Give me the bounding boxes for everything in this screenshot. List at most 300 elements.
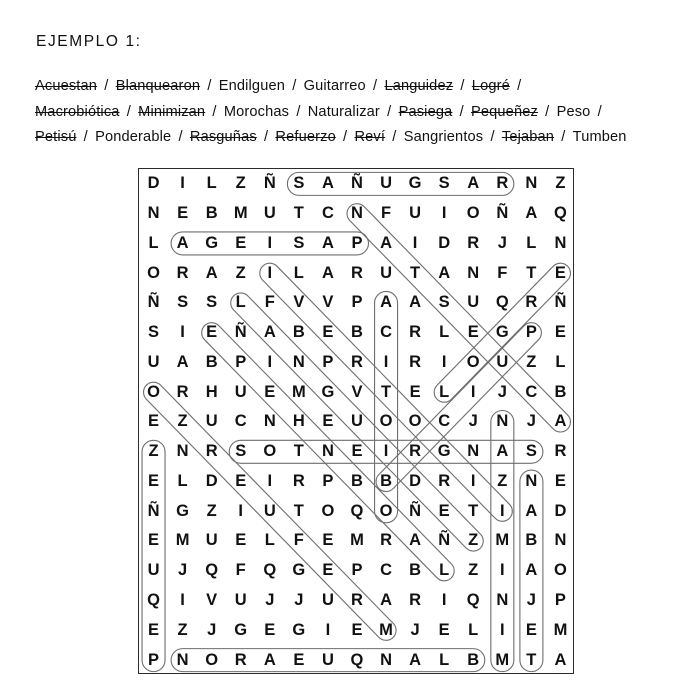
letter-cell[interactable]: Ñ	[147, 501, 160, 520]
letter-cell[interactable]: D	[438, 233, 451, 252]
letter-cell[interactable]: B	[525, 531, 538, 550]
letter-cell[interactable]: G	[234, 620, 248, 639]
letter-cell[interactable]: R	[205, 442, 218, 461]
letter-cell[interactable]: S	[148, 323, 160, 342]
letter-cell[interactable]: U	[205, 412, 218, 431]
letter-cell[interactable]: U	[263, 204, 276, 223]
letter-cell[interactable]: B	[380, 471, 392, 490]
letter-cell[interactable]: U	[380, 263, 392, 282]
letter-cell[interactable]: S	[525, 442, 537, 461]
letter-cell[interactable]: E	[148, 620, 160, 639]
letter-cell[interactable]: U	[496, 352, 509, 371]
letter-cell[interactable]: O	[408, 412, 422, 431]
letter-cell[interactable]: U	[205, 531, 218, 550]
letter-cell[interactable]: C	[380, 561, 392, 580]
letter-cell[interactable]: A	[438, 263, 451, 282]
letter-cell[interactable]: E	[322, 561, 334, 580]
letter-grid-row	[139, 437, 574, 467]
letter-cell[interactable]: E	[525, 620, 537, 639]
letter-cell[interactable]: J	[468, 412, 478, 431]
letter-cell[interactable]: L	[439, 323, 450, 342]
word-list-item[interactable]: Petisú	[35, 129, 77, 145]
letter-cell[interactable]: U	[147, 352, 160, 371]
letter-cell[interactable]: A	[321, 233, 334, 252]
letter-cell[interactable]: E	[554, 263, 566, 282]
letter-cell[interactable]: M	[350, 531, 364, 550]
letter-cell[interactable]: E	[438, 620, 450, 639]
letter-cell[interactable]: I	[412, 233, 418, 252]
letter-cell[interactable]: U	[467, 293, 480, 312]
letter-cell[interactable]: N	[321, 442, 334, 461]
letter-cell[interactable]: I	[441, 352, 447, 371]
letter-cell[interactable]: N	[351, 204, 363, 223]
word-list-item[interactable]: Tumben	[572, 129, 627, 145]
word-separator: /	[456, 78, 469, 94]
letter-cell[interactable]: A	[525, 204, 538, 223]
letter-cell[interactable]: T	[526, 263, 537, 282]
letter-cell[interactable]: Z	[468, 561, 479, 580]
word-list-item[interactable]: Guitarreo	[303, 78, 366, 94]
letter-cell[interactable]: F	[235, 561, 246, 580]
word-list-item[interactable]: Rasguñas	[189, 129, 257, 145]
letter-cell[interactable]: F	[264, 293, 275, 312]
word-list-item[interactable]: Morochas	[223, 103, 290, 120]
letter-cell[interactable]: E	[264, 382, 276, 401]
letter-cell[interactable]: E	[351, 442, 363, 461]
letter-cell[interactable]: N	[380, 650, 392, 669]
letter-cell[interactable]: A	[554, 412, 567, 431]
letter-cell[interactable]: N	[467, 442, 480, 461]
letter-cell[interactable]: A	[525, 561, 538, 580]
word-list-item[interactable]: Languidez	[384, 78, 454, 94]
word-list-item[interactable]: Acuestan	[35, 78, 98, 94]
letter-cell[interactable]: A	[263, 650, 276, 669]
letter-cell[interactable]: P	[525, 323, 537, 342]
letter-cell[interactable]: R	[525, 293, 538, 312]
letter-cell[interactable]: J	[526, 412, 536, 431]
letter-cell[interactable]: V	[322, 293, 334, 312]
letter-cell[interactable]: S	[235, 442, 247, 461]
letter-cell[interactable]: E	[235, 471, 247, 490]
word-list-item[interactable]: Sangrientos	[403, 129, 484, 145]
letter-cell[interactable]: G	[495, 323, 509, 342]
letter-cell[interactable]: L	[148, 233, 159, 252]
letter-cell[interactable]: E	[206, 323, 218, 342]
letter-cell[interactable]: R	[176, 263, 189, 282]
letter-cell[interactable]: I	[238, 501, 244, 520]
letter-cell[interactable]: E	[293, 650, 305, 669]
letter-cell[interactable]: P	[351, 233, 363, 252]
word-list-item[interactable]: Pequeñez	[471, 103, 538, 120]
letter-cell[interactable]: A	[321, 263, 334, 282]
letter-cell[interactable]: M	[291, 382, 306, 401]
letter-cell[interactable]: R	[409, 590, 422, 609]
letter-cell[interactable]: Ñ	[263, 174, 276, 193]
letter-cell[interactable]: Z	[468, 531, 479, 550]
letter-cell[interactable]: P	[322, 471, 334, 490]
letter-cell[interactable]: O	[263, 442, 277, 461]
letter-cell[interactable]: E	[322, 323, 334, 342]
letter-cell[interactable]: R	[351, 263, 363, 282]
letter-cell[interactable]: Ñ	[351, 174, 363, 193]
letter-cell[interactable]: N	[525, 174, 538, 193]
letter-cell[interactable]: E	[554, 323, 566, 342]
letter-cell[interactable]: Q	[495, 293, 509, 312]
letter-cell[interactable]: N	[147, 204, 160, 223]
letter-cell[interactable]: G	[321, 382, 335, 401]
letter-cell[interactable]: A	[176, 233, 189, 252]
letter-cell[interactable]: G	[292, 620, 306, 639]
word-list-item[interactable]: Minimizan	[138, 103, 206, 120]
letter-cell[interactable]: E	[235, 531, 247, 550]
letter-cell[interactable]: V	[206, 590, 218, 609]
letter-cell[interactable]: J	[265, 590, 275, 609]
letter-cell[interactable]: F	[380, 204, 392, 223]
word-separator: /	[208, 103, 221, 120]
letter-cell[interactable]: Z	[497, 471, 508, 490]
letter-cell[interactable]: B	[409, 561, 422, 580]
letter-cell[interactable]: J	[294, 590, 304, 609]
letter-cell[interactable]: J	[178, 561, 188, 580]
letter-cell[interactable]: L	[439, 382, 450, 401]
word-list-item[interactable]: Peso	[556, 103, 591, 120]
letter-cell[interactable]: R	[234, 650, 247, 669]
letter-cell[interactable]: Z	[235, 174, 246, 193]
letter-cell[interactable]: Z	[148, 442, 159, 461]
letter-cell[interactable]: Ñ	[496, 204, 509, 223]
letter-cell[interactable]: O	[554, 561, 567, 580]
letter-cell[interactable]: H	[292, 412, 305, 431]
letter-cell[interactable]: P	[351, 561, 363, 580]
letter-cell[interactable]: P	[235, 352, 247, 371]
word-list-item[interactable]: Endilguen	[218, 78, 286, 94]
letter-cell[interactable]: U	[234, 382, 247, 401]
letter-grid-row	[139, 377, 574, 407]
letter-cell[interactable]: J	[497, 233, 507, 252]
letter-cell[interactable]: Z	[177, 412, 188, 431]
letter-grid-row	[139, 258, 574, 288]
letter-cell[interactable]: P	[322, 352, 334, 371]
letter-cell[interactable]: N	[176, 442, 189, 461]
letter-cell[interactable]: Q	[554, 204, 567, 223]
word-list-item[interactable]: Reví	[354, 129, 386, 145]
letter-cell[interactable]: R	[409, 323, 422, 342]
letter-cell[interactable]: Z	[235, 263, 246, 282]
word-separator: /	[79, 129, 93, 145]
letter-cell[interactable]: S	[438, 293, 450, 312]
letter-cell[interactable]: D	[554, 501, 567, 520]
letter-cell[interactable]: S	[438, 174, 450, 193]
letter-cell[interactable]: E	[554, 471, 566, 490]
word-separator: /	[338, 129, 352, 145]
letter-cell[interactable]: I	[383, 352, 389, 371]
letter-cell[interactable]: L	[526, 233, 537, 252]
letter-cell[interactable]: R	[351, 590, 363, 609]
letter-cell[interactable]: T	[293, 501, 304, 520]
letter-cell[interactable]: T	[380, 382, 392, 401]
letter-cell[interactable]: C	[380, 323, 392, 342]
letter-cell[interactable]: P	[148, 650, 160, 669]
letter-cell[interactable]: C	[438, 412, 451, 431]
letter-cell[interactable]: I	[441, 590, 447, 609]
letter-cell[interactable]: A	[496, 442, 509, 461]
letter-cell[interactable]: Q	[350, 650, 364, 669]
letter-cell[interactable]: C	[525, 382, 538, 401]
letter-cell[interactable]: F	[293, 531, 304, 550]
letter-cell[interactable]: O	[205, 650, 219, 669]
letter-cell[interactable]: Q	[263, 561, 277, 580]
word-separator: /	[100, 78, 113, 94]
letter-cell[interactable]: C	[321, 204, 334, 223]
letter-cell[interactable]: E	[322, 531, 334, 550]
letter-cell[interactable]: Q	[466, 590, 480, 609]
letter-cell[interactable]: I	[470, 471, 476, 490]
word-list-line	[35, 125, 665, 151]
letter-cell[interactable]: T	[293, 204, 304, 223]
letter-cell[interactable]: I	[499, 620, 505, 639]
letter-cell[interactable]: I	[267, 352, 273, 371]
letter-cell[interactable]: Z	[555, 174, 566, 193]
letter-cell[interactable]: Z	[526, 352, 537, 371]
letter-cell[interactable]: U	[409, 204, 422, 223]
letter-cell[interactable]: N	[554, 531, 567, 550]
letter-cell[interactable]: F	[497, 263, 508, 282]
letter-cell[interactable]: N	[496, 590, 509, 609]
letter-cell[interactable]: M	[553, 620, 568, 639]
letter-cell[interactable]: R	[409, 442, 422, 461]
letter-cell[interactable]: I	[267, 233, 273, 252]
letter-cell[interactable]: M	[495, 531, 510, 550]
letter-cell[interactable]: M	[495, 650, 510, 669]
letter-cell[interactable]: M	[379, 620, 393, 639]
letter-cell[interactable]: Ñ	[409, 501, 422, 520]
letter-cell[interactable]: R	[554, 442, 567, 461]
letter-cell[interactable]: Q	[147, 590, 160, 609]
letter-cell[interactable]: B	[351, 471, 363, 490]
letter-grid-row	[139, 496, 574, 526]
letter-cell[interactable]: L	[468, 620, 479, 639]
letter-cell[interactable]: J	[410, 620, 420, 639]
letter-cell[interactable]: S	[293, 233, 305, 252]
letter-cell[interactable]: U	[321, 590, 334, 609]
word-list-item[interactable]: Logré	[471, 78, 510, 94]
letter-cell[interactable]: B	[351, 323, 363, 342]
letter-cell[interactable]: N	[292, 352, 305, 371]
letter-cell[interactable]: M	[233, 204, 248, 223]
letter-cell[interactable]: L	[177, 471, 188, 490]
letter-cell[interactable]: E	[351, 620, 363, 639]
letter-cell[interactable]: B	[205, 204, 218, 223]
letter-cell[interactable]: L	[439, 650, 450, 669]
letter-cell[interactable]: U	[380, 174, 392, 193]
letter-cell[interactable]: B	[205, 352, 218, 371]
letter-cell[interactable]: N	[554, 233, 567, 252]
letter-cell[interactable]: E	[148, 531, 160, 550]
letter-cell[interactable]: A	[467, 174, 480, 193]
letter-cell[interactable]: G	[176, 501, 190, 520]
letter-cell[interactable]: A	[380, 233, 392, 252]
letter-cell[interactable]: U	[351, 412, 363, 431]
letter-cell[interactable]: O	[466, 204, 480, 223]
word-list-item[interactable]: Blanquearon	[115, 78, 201, 94]
letter-cell[interactable]: Z	[177, 620, 188, 639]
letter-cell[interactable]: O	[147, 263, 160, 282]
letter-cell[interactable]: R	[496, 174, 509, 193]
letter-cell[interactable]: V	[351, 382, 363, 401]
letter-cell[interactable]: E	[467, 323, 479, 342]
letter-cell[interactable]: A	[176, 352, 189, 371]
letter-cell[interactable]: I	[470, 382, 476, 401]
letter-cell[interactable]: E	[177, 204, 189, 223]
letter-cell[interactable]: L	[206, 174, 217, 193]
letter-cell[interactable]: B	[554, 382, 567, 401]
letter-cell[interactable]: L	[439, 561, 450, 580]
letter-cell[interactable]: Ñ	[438, 531, 451, 550]
word-list-line	[35, 100, 665, 126]
letter-cell[interactable]: Ñ	[147, 293, 160, 312]
letter-cell[interactable]: A	[554, 650, 567, 669]
letter-cell[interactable]: E	[409, 382, 421, 401]
letter-cell[interactable]: I	[180, 590, 185, 609]
letter-cell[interactable]: I	[441, 204, 447, 223]
letter-grid-row	[139, 407, 574, 437]
word-list-item[interactable]: Refuerzo	[275, 129, 336, 145]
letter-cell[interactable]: D	[205, 471, 218, 490]
letter-cell[interactable]: R	[176, 382, 189, 401]
letter-cell[interactable]: H	[205, 382, 218, 401]
word-separator: /	[540, 103, 554, 120]
letter-cell[interactable]: T	[526, 650, 537, 669]
letter-cell[interactable]: R	[467, 233, 480, 252]
word-separator: /	[368, 78, 382, 94]
letter-cell[interactable]: S	[177, 293, 189, 312]
letter-cell[interactable]: T	[410, 263, 421, 282]
letter-cell[interactable]: A	[525, 501, 538, 520]
letter-cell[interactable]: R	[380, 531, 392, 550]
letter-cell[interactable]: U	[234, 590, 247, 609]
letter-cell[interactable]: L	[293, 263, 304, 282]
letter-cell[interactable]: N	[525, 471, 538, 490]
letter-grid-row	[139, 556, 574, 586]
letter-cell[interactable]: O	[147, 382, 160, 401]
letter-cell[interactable]: O	[379, 501, 393, 520]
word-list	[35, 74, 665, 151]
letter-cell[interactable]: U	[263, 501, 276, 520]
letter-cell[interactable]: E	[438, 501, 450, 520]
letter-cell[interactable]: E	[322, 412, 334, 431]
letter-cell[interactable]: B	[467, 650, 480, 669]
letter-cell[interactable]: L	[264, 531, 275, 550]
letter-cell[interactable]: Q	[205, 561, 219, 580]
letter-cell[interactable]: N	[176, 650, 189, 669]
letter-cell[interactable]: V	[293, 293, 305, 312]
letter-cell[interactable]: E	[235, 233, 247, 252]
letter-cell[interactable]: S	[293, 174, 305, 193]
letter-cell[interactable]: B	[292, 323, 305, 342]
word-list-item[interactable]: Macrobiótica	[35, 103, 120, 120]
letter-cell[interactable]: A	[380, 590, 392, 609]
letter-cell[interactable]: P	[554, 590, 566, 609]
word-list-item[interactable]: Tejaban	[501, 129, 555, 145]
letter-cell[interactable]: N	[467, 263, 480, 282]
letter-cell[interactable]: A	[380, 293, 392, 312]
letter-cell[interactable]: N	[263, 412, 276, 431]
letter-cell[interactable]: R	[292, 471, 305, 490]
letter-cell[interactable]: A	[409, 531, 422, 550]
letter-cell[interactable]: E	[148, 412, 160, 431]
letter-cell[interactable]: I	[267, 263, 273, 282]
letter-grid-row	[139, 526, 574, 556]
letter-cell[interactable]: G	[408, 174, 422, 193]
letter-cell[interactable]: I	[383, 442, 389, 461]
letter-cell[interactable]: L	[235, 293, 246, 312]
letter-cell[interactable]: I	[180, 174, 185, 193]
letter-cell[interactable]: I	[499, 561, 505, 580]
letter-cell[interactable]: D	[409, 471, 422, 490]
letter-cell[interactable]: J	[497, 382, 507, 401]
letter-cell[interactable]: J	[207, 620, 217, 639]
letter-cell[interactable]: A	[321, 174, 334, 193]
page-title: EJEMPLO 1:	[36, 33, 142, 50]
letter-cell[interactable]: U	[147, 561, 160, 580]
letter-grid-row	[139, 615, 574, 645]
word-list-item[interactable]: Naturalizar	[307, 103, 380, 120]
letter-cell[interactable]: G	[205, 233, 219, 252]
letter-cell[interactable]: R	[351, 352, 363, 371]
letter-cell[interactable]: I	[267, 471, 273, 490]
letter-cell[interactable]: O	[321, 501, 335, 520]
letter-cell[interactable]: U	[321, 650, 334, 669]
letter-cell[interactable]: E	[148, 471, 160, 490]
letter-cell[interactable]: C	[234, 412, 247, 431]
letter-cell[interactable]: A	[205, 263, 218, 282]
letter-cell[interactable]: T	[468, 501, 479, 520]
letter-cell[interactable]: J	[526, 590, 536, 609]
letter-cell[interactable]: I	[325, 620, 331, 639]
letter-cell[interactable]: R	[409, 352, 422, 371]
letter-cell[interactable]: G	[437, 442, 451, 461]
letter-cell[interactable]: N	[496, 412, 509, 431]
word-separator: /	[512, 78, 522, 94]
word-separator: /	[292, 103, 305, 120]
letter-cell[interactable]: G	[292, 561, 306, 580]
letter-cell[interactable]: D	[147, 174, 160, 193]
word-separator: /	[203, 78, 216, 94]
letter-cell[interactable]: Ñ	[554, 293, 567, 312]
letter-cell[interactable]: Z	[206, 501, 217, 520]
letter-cell[interactable]: T	[293, 442, 304, 461]
letter-cell[interactable]: M	[175, 531, 190, 550]
letter-cell[interactable]: E	[264, 620, 276, 639]
letter-cell[interactable]: L	[555, 352, 566, 371]
word-separator: /	[486, 129, 499, 145]
letter-cell[interactable]: Ñ	[234, 323, 247, 342]
word-list-item[interactable]: Pasiega	[398, 103, 453, 120]
letter-cell[interactable]: A	[409, 293, 422, 312]
letter-cell[interactable]: A	[409, 650, 422, 669]
letter-cell[interactable]: S	[206, 293, 218, 312]
letter-cell[interactable]: Q	[350, 501, 364, 520]
letter-cell[interactable]: I	[499, 501, 505, 520]
letter-cell[interactable]: O	[379, 412, 393, 431]
letter-cell[interactable]: P	[351, 293, 363, 312]
letter-cell[interactable]: A	[263, 323, 276, 342]
letter-cell[interactable]: O	[466, 352, 480, 371]
word-list-item[interactable]: Ponderable	[95, 129, 172, 145]
letter-cell[interactable]: I	[180, 323, 185, 342]
letter-grid-row	[139, 169, 574, 199]
letter-cell[interactable]: R	[438, 471, 451, 490]
